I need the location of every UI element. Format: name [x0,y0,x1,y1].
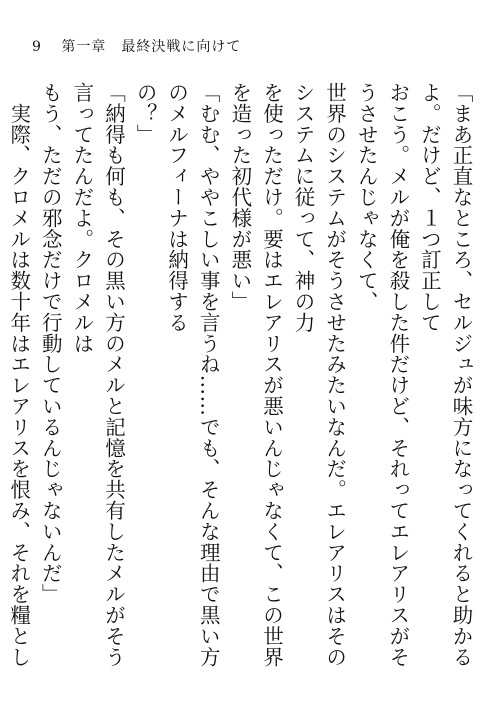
text-line-1: 「まあ正直なところ、セルジュが味方になってくれると助かるよ。だけど、１つ訂正して [417,82,473,668]
text-line-4: を使っただけ。要はエレアリスが悪いんじゃなくて、この世界を造った初代様が悪い」 [227,82,284,668]
chapter-title: 第一章 最終決戦に向けて [61,39,242,55]
text-line-6: の？」 [133,82,158,145]
text-line-2: おこう。メルが俺を殺した件だけど、それってエレアリスがそうさせたんじゃなくて、 [354,82,410,668]
text-line-9: 実際、クロメルは数十年はエレアリスを恨み、それを糧とし [6,102,31,668]
page-number: 9 [32,39,42,55]
running-header [32,36,241,56]
text-line-7: 「納得も何も、その黒い方のメルと記憶を共有したメルがそう言ってたんだよ。クロメルは [69,82,126,668]
text-line-3: 世界のシステムがそうさせたみたいなんだ。エレアリスはそのシステムに従って、神の力 [291,82,347,668]
text-line-5: 「むむ、ややこしい事を言うね……でも、そんな理由で黒い方のメルフィーナは納得する [164,82,221,668]
text-line-8: もう、ただの邪念だけで行動しているんじゃないんだ」 [38,82,63,605]
vertical-body-text [6,82,476,678]
